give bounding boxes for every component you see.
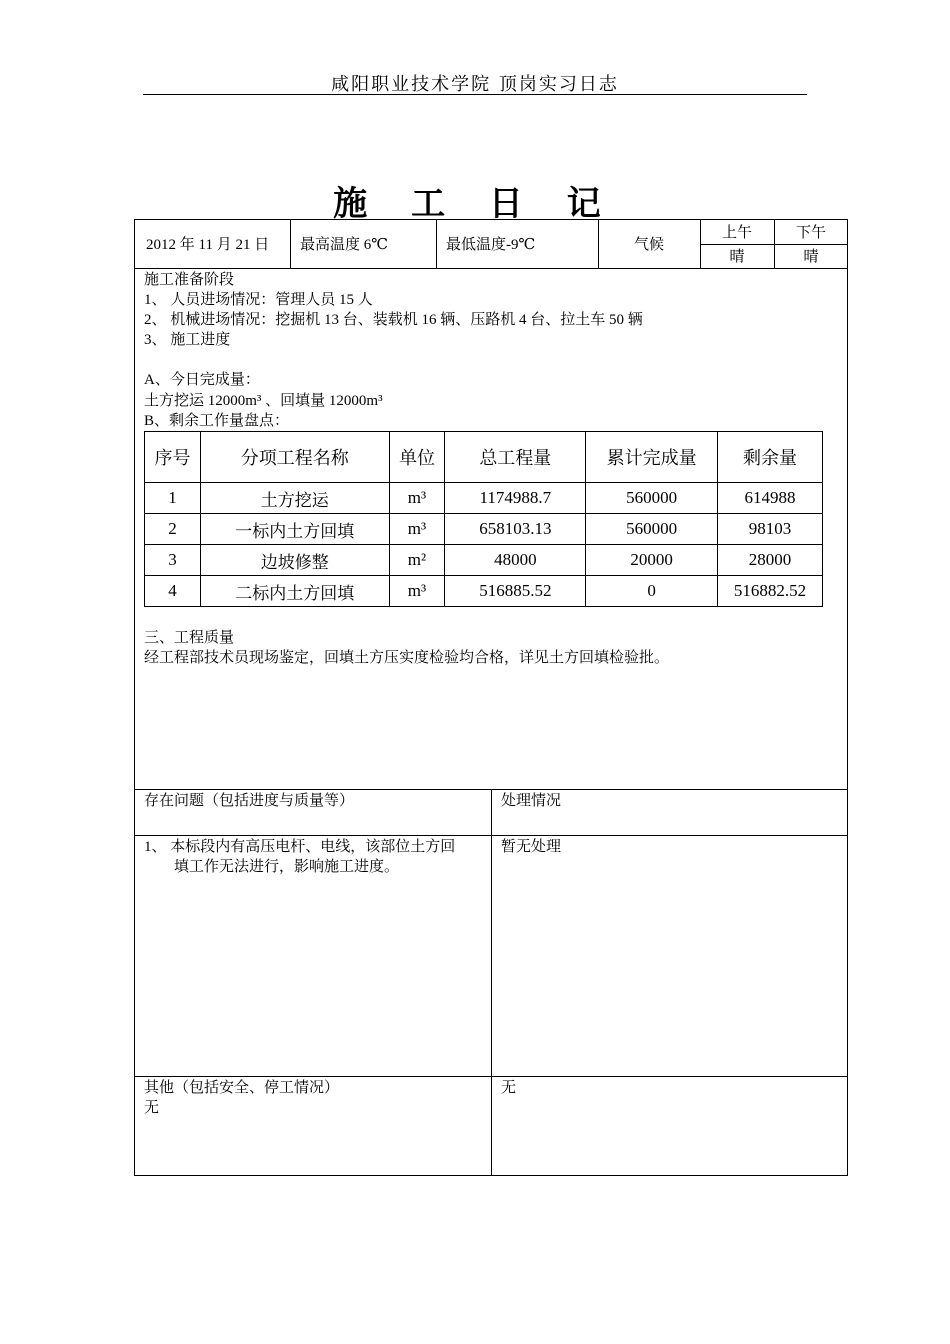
table-cell: 560000 (586, 514, 718, 545)
page-title: 施 工 日 记 (333, 184, 617, 224)
other-label: 其他（包括安全、停工情况） (144, 1080, 340, 1096)
table-cell: 48000 (445, 545, 586, 576)
issues-center-divider (491, 789, 492, 1176)
table-header-cell: 剩余量 (718, 432, 823, 483)
am-weather-value: 晴 (729, 249, 745, 265)
info-divider-2 (436, 219, 437, 268)
table-cell: 3 (145, 545, 201, 576)
handling-value: 暂无处理 (501, 839, 562, 855)
issue-item-line1: 1、 本标段内有高压电杆、电线，该部位土方回 (144, 839, 456, 855)
table-row (145, 576, 823, 607)
table-cell: 516885.52 (445, 576, 586, 607)
today-completed-value: 土方挖运 12000m³ 、回填量 12000m³ (144, 393, 383, 409)
quality-label: 三、工程质量 (144, 630, 235, 646)
table-cell: 2 (145, 514, 201, 545)
other-handling-value: 无 (501, 1080, 517, 1096)
table-cell: m³ (389, 576, 445, 607)
weather-label: 气候 (633, 237, 664, 253)
table-cell: 98103 (718, 514, 823, 545)
quality-text: 经工程部技术员现场鉴定，回填土方压实度检验均合格，详见土方回填检验批。 (144, 650, 670, 666)
table-cell: 1174988.7 (445, 483, 586, 514)
personnel-line: 1、 人员进场情况：管理人员 15 人 (144, 292, 373, 308)
max-temp-cell: 最高温度 6℃ (300, 237, 389, 253)
issues-label: 存在问题（包括进度与质量等） (144, 793, 355, 809)
info-row-bottom-line (134, 268, 848, 269)
header-rule (143, 94, 807, 95)
am-label: 上午 (721, 225, 752, 241)
table-header-cell: 分项工程名称 (200, 432, 389, 483)
pm-weather-value: 晴 (803, 249, 819, 265)
progress-heading: 3、 施工进度 (144, 332, 231, 348)
page-header: 咸阳职业技术学院 顶岗实习日志 (331, 74, 619, 95)
table-cell: m² (389, 545, 445, 576)
table-cell: 20000 (586, 545, 718, 576)
table-cell: m³ (389, 514, 445, 545)
table-cell: 4 (145, 576, 201, 607)
table-cell: 658103.13 (445, 514, 586, 545)
table-cell: 边坡修整 (200, 545, 389, 576)
stage-label: 施工准备阶段 (144, 272, 235, 288)
table-cell: 一标内土方回填 (200, 514, 389, 545)
table-cell: 614988 (718, 483, 823, 514)
table-header-cell: 序号 (145, 432, 201, 483)
date-cell: 2012 年 11 月 21 日 (146, 237, 270, 253)
table-cell: 516882.52 (718, 576, 823, 607)
table-row (145, 514, 823, 545)
min-temp-cell: 最低温度-9℃ (446, 237, 536, 253)
table-header-cell: 总工程量 (445, 432, 586, 483)
table-row (145, 545, 823, 576)
weather-split-line (700, 244, 848, 245)
other-value: 无 (144, 1100, 160, 1116)
issue-item-line2: 填工作无法进行，影响施工进度。 (174, 859, 400, 875)
remaining-work-table (144, 431, 823, 607)
table-cell: 二标内土方回填 (200, 576, 389, 607)
machinery-line: 2、 机械进场情况：挖掘机 13 台、装载机 16 辆、压路机 4 台、拉土车 50 辆 (144, 312, 643, 328)
table-cell: m³ (389, 483, 445, 514)
pm-label: 下午 (795, 225, 826, 241)
table-cell: 1 (145, 483, 201, 514)
table-header-cell: 累计完成量 (586, 432, 718, 483)
table-cell: 28000 (718, 545, 823, 576)
table-cell: 560000 (586, 483, 718, 514)
table-cell: 土方挖运 (200, 483, 389, 514)
info-divider-1 (290, 219, 291, 268)
today-completed-label: A、今日完成量： (144, 372, 260, 388)
remaining-label: B、剩余工作量盘点： (144, 413, 290, 429)
table-header-cell: 单位 (389, 432, 445, 483)
other-top-line (134, 1076, 848, 1077)
table-row (145, 483, 823, 514)
table-header-row (145, 432, 823, 483)
handling-label: 处理情况 (501, 793, 562, 809)
table-cell: 0 (586, 576, 718, 607)
